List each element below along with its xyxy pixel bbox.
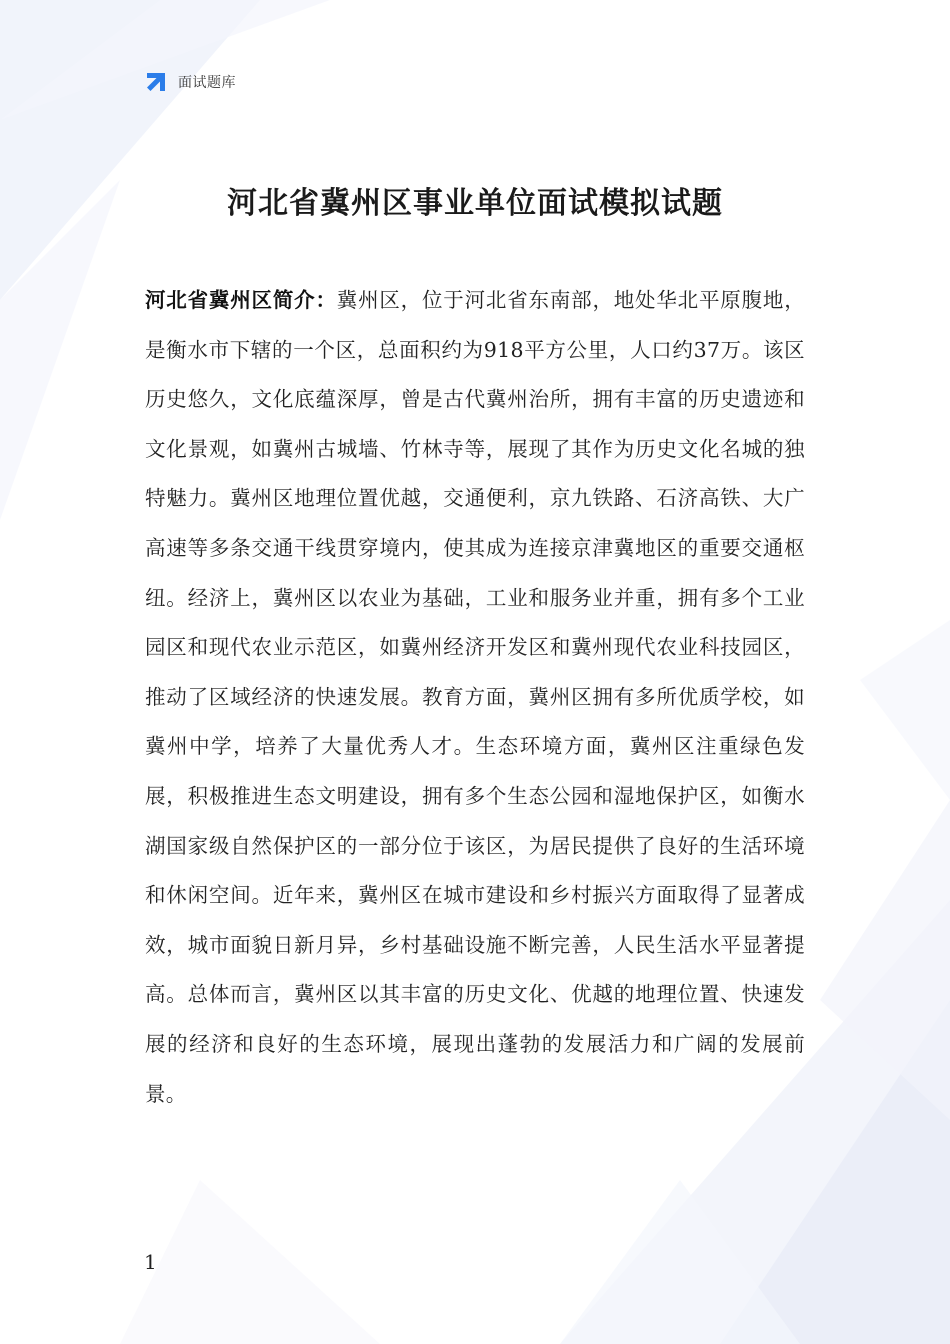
brand-name: 面试题库 bbox=[178, 75, 236, 91]
intro-text: 冀州区，位于河北省东南部，地处华北平原腹地，是衡水市下辖的一个区，总面积约为918平方公里，人口约37万。该区历史悠久，文化底蕴深厚，曾是古代冀州治所，拥有丰富的历史遗迹和文化景观，如冀州古城墙、竹林寺等，展现了其作为历史文化名城的独特魅力。冀州区地理位置优越，交通便利，京九铁路、石济高铁、大广高速等多条交通干线贯穿境内，使其成为连接京津冀地区的重要交通枢纽。经济上，冀州区以农业为基础，工业和服务业并重，拥有多个工业园区和现代农业示范区，如冀州经济开发区和冀州现代农业科技园区，推动了区域经济的快速发展。教育方面，冀州区拥有多所优质学校，如冀州中学，培养了大量优秀人才。生态环境方面，冀州区注重绿色发展，积极推进生态文明建设，拥有多个生态公园和湿地保护区，如衡水湖国家级自然保护区的一部分位于该区，为居民提供了良好的生活环境和休闲空间。近年来，冀州区在城市建设和乡村振兴方面取得了显著成效，城市面貌日新月异，乡村基础设施不断完善，人民生活水平显著提高。总体而言，冀州区以其丰富的历史文化、优越的地理位置、快速发展的经济和良好的生态环境，展现出蓬勃的发展活力和广阔的发展前景。 bbox=[145, 288, 805, 1106]
page-number: 1 bbox=[144, 1250, 157, 1274]
document-title: 河北省冀州区事业单位面试模拟试题 bbox=[227, 186, 723, 221]
arrow-up-right-icon bbox=[143, 69, 169, 95]
intro-label: 河北省冀州区简介： bbox=[145, 288, 337, 312]
document-body bbox=[145, 276, 805, 1119]
header bbox=[143, 68, 236, 96]
